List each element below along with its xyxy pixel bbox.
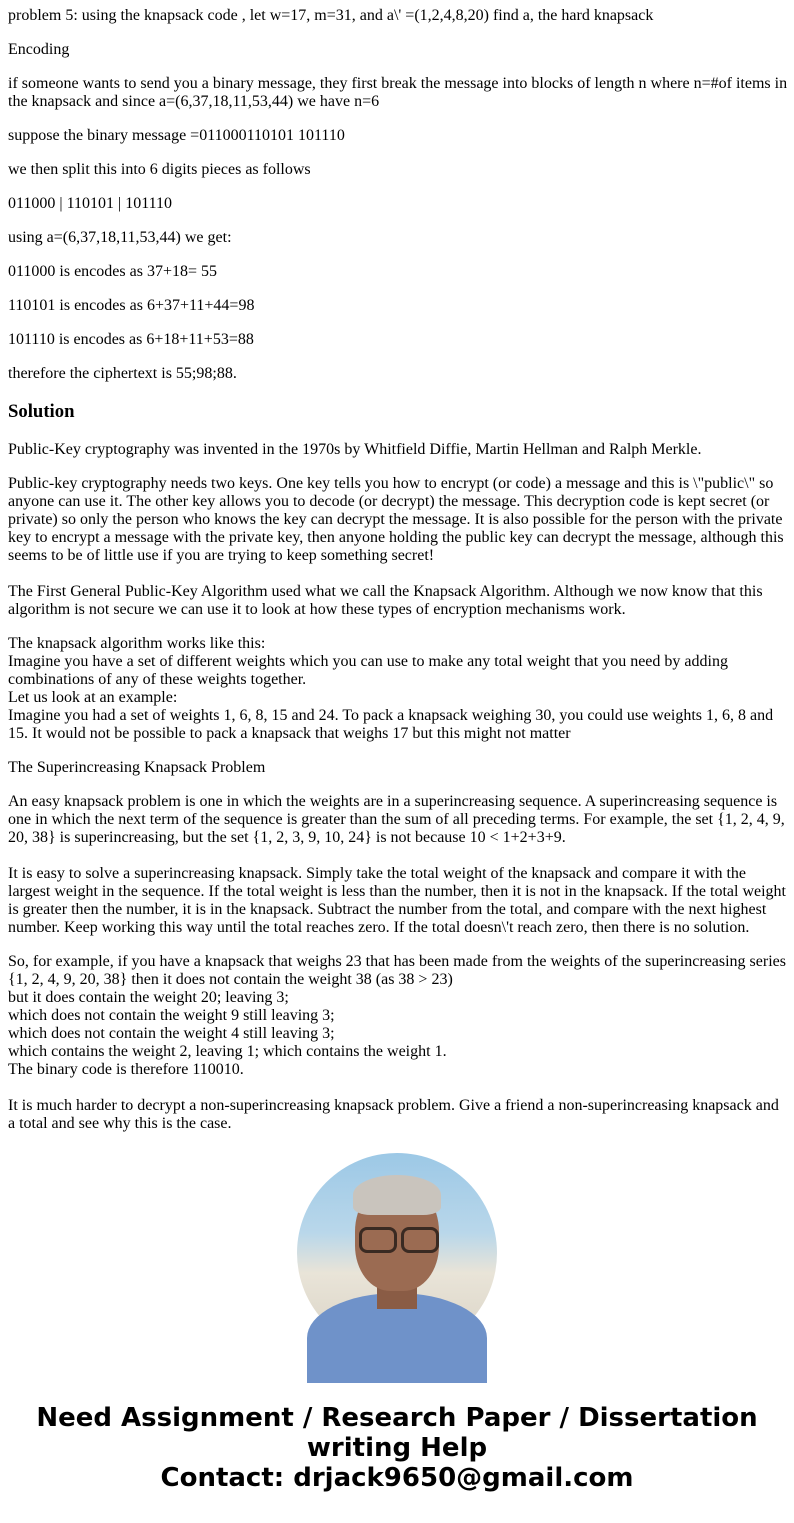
line: which does not contain the weight 9 still leaving 3; (8, 1007, 335, 1024)
paragraph (8, 953, 788, 1079)
glasses-icon (401, 1227, 439, 1253)
line: The binary code is therefore 110010. (8, 1061, 244, 1078)
paragraph (8, 635, 788, 743)
paragraph: if someone wants to send you a binary message, they first break the message into blocks of length n where n=#of items in the knapsack and since a=(6,37,18,11,53,44) we have n=6 (8, 75, 788, 110)
line: So, for example, if you have a knapsack that weighs 23 that has been made from the weights of the superincreasing series {1, 2, 4, 9, 20, 38} then it does not contain the weight 38 (as 38 > 23) (8, 953, 786, 988)
problem-statement: problem 5: using the knapsack code , let w=17, m=31, and a\' =(1,2,4,8,20) find a, the hard knapsack (8, 7, 654, 24)
question-content (8, 0, 788, 1132)
contact-footer (0, 1403, 794, 1493)
paragraph: Public-Key cryptography was invented in the 1970s by Whitfield Diffie, Martin Hellman and Ralph Merkle. (8, 441, 702, 458)
line: The knapsack algorithm works like this: (8, 635, 266, 652)
paragraph: suppose the binary message =011000110101 101110 (8, 127, 345, 144)
paragraph: Public-key cryptography needs two keys. One key tells you how to encrypt (or code) a message and this is \"public\" so anyone can use it. The other key allows you to decode (or decrypt) the message. This decryption code is kept secret (or private) so only the person who knows the key can decrypt the message. It is also possible for the person with the private key to encrypt a message with the private key, then anyone holding the public key can decrypt the message, although this seems to be of little use if you are trying to keep something secret! (8, 475, 784, 564)
paragraph: we then split this into 6 digits pieces as follows (8, 161, 311, 178)
glasses-icon (359, 1227, 397, 1253)
line: but it does contain the weight 20; leaving 3; (8, 989, 289, 1006)
paragraph: 011000 is encodes as 37+18= 55 (8, 263, 217, 280)
paragraph: 101110 is encodes as 6+18+11+53=88 (8, 331, 254, 348)
paragraph: using a=(6,37,18,11,53,44) we get: (8, 229, 232, 246)
line: Let us look at an example: (8, 689, 178, 706)
encoding-heading: Encoding (8, 41, 70, 58)
paragraph: The First General Public-Key Algorithm used what we call the Knapsack Algorithm. Although we now know that this algorithm is not secure we can use it to look at how these types of encryption mechanisms work. (8, 583, 763, 618)
paragraph: The Superincreasing Knapsack Problem (8, 759, 266, 776)
paragraph: It is easy to solve a superincreasing knapsack. Simply take the total weight of the knapsack and compare it with the largest weight in the sequence. If the total weight is less than the number, then it is not in the knapsack. If the total weight is greater then the number, it is in the knapsack. Subtract the number from the total, and compare with the next highest number. Keep working this way until the total reaches zero. If the total doesn\'t reach zero, then there is no solution. (8, 865, 786, 936)
paragraph: It is much harder to decrypt a non-superincreasing knapsack problem. Give a friend a non-superincreasing knapsack and a total and see why this is the case. (8, 1097, 779, 1132)
footer-headline: Need Assignment / Research Paper / Dissertation writing Help (36, 1403, 758, 1463)
line: which contains the weight 2, leaving 1; which contains the weight 1. (8, 1043, 447, 1060)
footer-contact: Contact: drjack9650@gmail.com (160, 1463, 634, 1493)
line: Imagine you had a set of weights 1, 6, 8, 15 and 24. To pack a knapsack weighing 30, you could use weights 1, 6, 8 and 15. It would not be possible to pack a knapsack that weighs 17 but this might not matter (8, 707, 774, 742)
avatar-hair (353, 1175, 441, 1215)
solution-heading: Solution (8, 401, 75, 422)
line: Imagine you have a set of different weights which you can use to make any total weight that you need by adding combinations of any of these weights together. (8, 653, 728, 688)
line: which does not contain the weight 4 still leaving 3; (8, 1025, 335, 1042)
author-avatar-photo (297, 1153, 497, 1353)
paragraph: 110101 is encodes as 6+37+11+44=98 (8, 297, 255, 314)
paragraph: 011000 | 110101 | 101110 (8, 195, 173, 212)
paragraph: An easy knapsack problem is one in which the weights are in a superincreasing sequence. A superincreasing sequence is one in which the next term of the sequence is greater than the sum of all preceding terms. For example, the set {1, 2, 4, 9, 20, 38} is superincreasing, but the set {1, 2, 3, 9, 10, 24} is not because 10 < 1+2+3+9. (8, 793, 785, 846)
paragraph: therefore the ciphertext is 55;98;88. (8, 365, 237, 382)
